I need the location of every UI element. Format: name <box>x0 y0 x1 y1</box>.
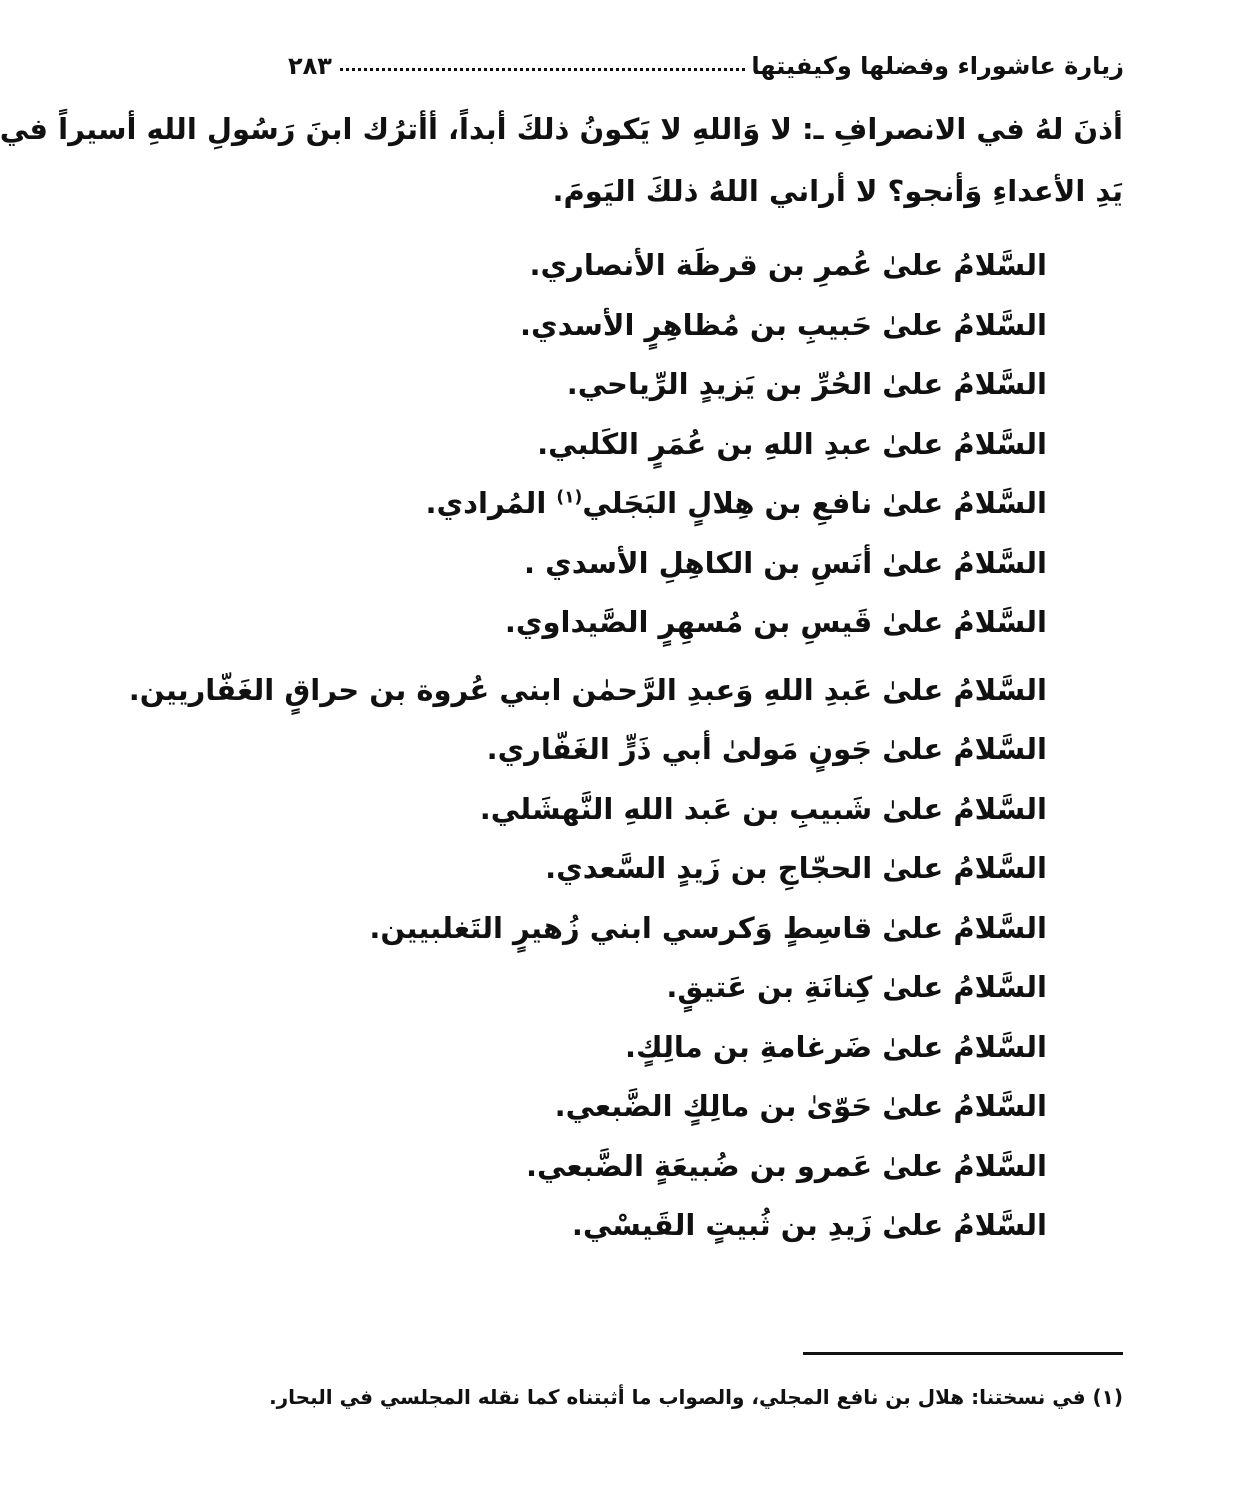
salutation-line-with-footnote <box>327 474 1047 534</box>
salutation-line: السَّلامُ علىٰ جَونٍ مَولىٰ أبي ذَرٍّ الغَفّاري. <box>486 732 1047 766</box>
salutation-line: السَّلامُ علىٰ عَمرو بن ضُبيعَةٍ الضَّبعي. <box>525 1148 1047 1183</box>
intro-line-2: يَدِ الأعداءِ وَأنجو؟ لا أراني اللهُ ذلكَ اليَومَ. <box>552 174 1123 208</box>
salutation-line: السَّلامُ علىٰ زَيدِ بن ثُبيتٍ القَيسْي. <box>571 1208 1047 1242</box>
salutation-line: السَّلامُ علىٰ أنَسِ بن الكاهِلِ الأسدي . <box>524 545 1047 580</box>
salutation-line: السَّلامُ علىٰ عبدِ اللهِ بن عُمَرٍ الكَلبي. <box>537 426 1047 461</box>
running-header <box>288 40 1124 80</box>
salutation-line: السَّلامُ علىٰ شَبيبِ بن عَبد اللهِ النَّهشَلي. <box>479 791 1047 826</box>
footnote-reference: (١) <box>556 487 583 508</box>
intro-line-1: أذنَ لهُ في الانصرافِ ـ: لا وَاللهِ لا يَكونُ ذلكَ أبداً، أأترُك ابنَ رَسُولِ اللهِ أسيراً في <box>0 112 1123 146</box>
salutation-line: السَّلامُ علىٰ حَبيبِ بن مُظاهِرٍ الأسدي. <box>520 307 1047 342</box>
dotted-leader <box>340 68 745 71</box>
salutation-line: السَّلامُ علىٰ ضَرغامةِ بن مالِكٍ. <box>624 1029 1047 1064</box>
salutation-line: السَّلامُ علىٰ قاسِطٍ وَكرسي ابني زُهيرٍ التَغلبيين. <box>369 910 1047 945</box>
salutation-text: السَّلامُ علىٰ نافعِ بن هِلالٍ البَجَلي <box>582 486 1047 520</box>
salutation-line: السَّلامُ علىٰ عَبدِ اللهِ وَعبدِ الرَّحمٰن ابني عُروة بن حراقٍ الغَفّاريين. <box>128 672 1047 707</box>
page-number: ٢٨٣ <box>288 52 332 80</box>
salutation-line: السَّلامُ علىٰ قَيسِ بن مُسهِرٍ الصَّيداوي. <box>504 605 1047 639</box>
salutation-tail: المُرادي. <box>425 486 557 520</box>
footnote-text: (١) في نسختنا: هلال بن نافع المجلي، والصواب ما أثبتناه كما نقله المجلسي في البحار. <box>269 1385 1123 1409</box>
salutations-list <box>128 236 1047 1256</box>
salutation-line: السَّلامُ علىٰ كِنانَةِ بن عَتيقٍ. <box>666 970 1047 1004</box>
intro-paragraph <box>0 98 1123 222</box>
salutation-line: السَّلامُ علىٰ الحُرِّ بن يَزيدٍ الرِّياحي. <box>566 367 1047 401</box>
salutation-line: السَّلامُ علىٰ عُمرِ بن قرظَة الأنصاري. <box>529 248 1047 282</box>
salutation-line: السَّلامُ علىٰ حَوّىٰ بن مالِكٍ الضَّبعي. <box>554 1089 1047 1123</box>
salutation-line: السَّلامُ علىٰ الحجّاجِ بن زَيدٍ السَّعدي. <box>545 851 1047 885</box>
header-title: زيارة عاشوراء وفضلها وكيفيتها <box>751 52 1124 80</box>
footnote-divider <box>803 1352 1123 1355</box>
